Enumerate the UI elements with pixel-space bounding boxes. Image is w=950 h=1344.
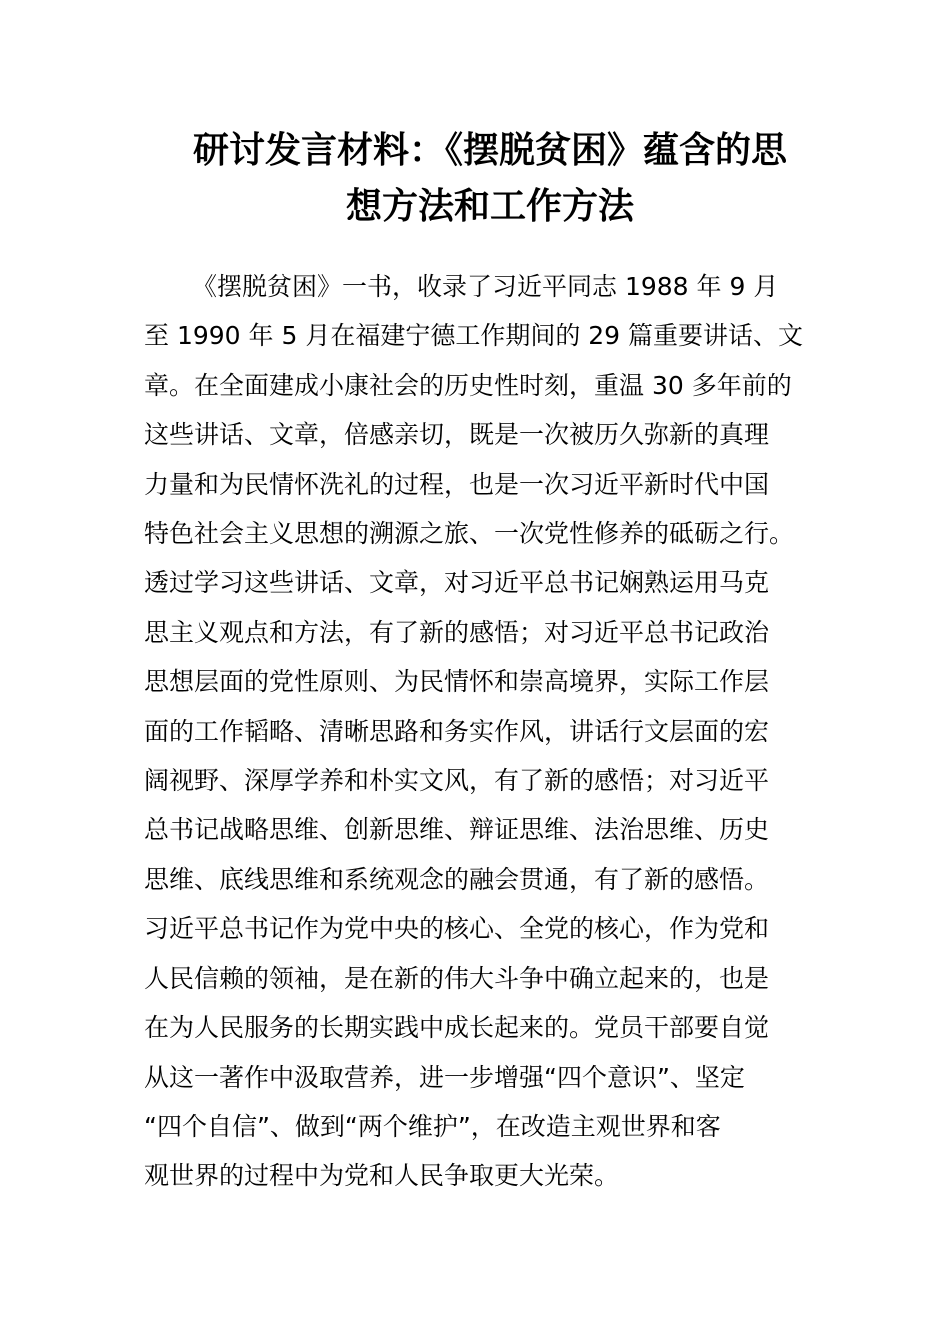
paragraph-line: 至 1990 年 5 月在福建宁德工作期间的 29 篇重要讲话、文	[144, 321, 804, 351]
paragraph-line: 《摆脱贫困》一书，收录了习近平同志 1988 年 9 月	[192, 272, 779, 301]
paragraph-line: 观世界的过程中为党和人民争取更大光荣。	[144, 1161, 620, 1191]
paragraph-line: 思主义观点和方法，有了新的感悟；对习近平总书记政治	[144, 617, 770, 647]
document-title	[150, 122, 830, 234]
paragraph-line: 思维、底线思维和系统观念的融会贯通，有了新的感悟。	[144, 864, 770, 894]
title-line: 研讨发言材料：《摆脱贫困》蕴含的思	[192, 129, 787, 171]
paragraph-line: 从这一著作中汲取营养，进一步增强“四个意识”、坚定	[144, 1062, 745, 1092]
title-line: 想方法和工作方法	[345, 185, 634, 227]
paragraph-line: 阔视野、深厚学养和朴实文风，有了新的感悟；对习近平	[144, 766, 770, 796]
paragraph-line: 这些讲话、文章，倍感亲切，既是一次被历久弥新的真理	[144, 420, 770, 450]
body-paragraph	[144, 262, 808, 1201]
paragraph-line: 力量和为民情怀洗礼的过程，也是一次习近平新时代中国	[144, 469, 770, 499]
paragraph-line: 习近平总书记作为党中央的核心、全党的核心，作为党和	[144, 914, 770, 944]
paragraph-line: 人民信赖的领袖，是在新的伟大斗争中确立起来的，也是	[144, 963, 770, 993]
paragraph-line: 总书记战略思维、创新思维、辩证思维、法治思维、历史	[144, 815, 770, 845]
paragraph-line: 透过学习这些讲话、文章，对习近平总书记娴熟运用马克	[144, 568, 770, 598]
paragraph-line: 特色社会主义思想的溯源之旅、一次党性修养的砥砺之行。	[144, 519, 795, 549]
paragraph-line: 面的工作韬略、清晰思路和务实作风，讲话行文层面的宏	[144, 716, 770, 746]
paragraph-line: “四个自信”、做到“两个维护”，在改造主观世界和客	[144, 1111, 721, 1141]
paragraph-line: 章。在全面建成小康社会的历史性时刻，重温 30 多年前的	[144, 370, 792, 400]
paragraph-line: 在为人民服务的长期实践中成长起来的。党员干部要自觉	[144, 1013, 770, 1043]
paragraph-line: 思想层面的党性原则、为民情怀和崇高境界，实际工作层	[144, 667, 770, 697]
